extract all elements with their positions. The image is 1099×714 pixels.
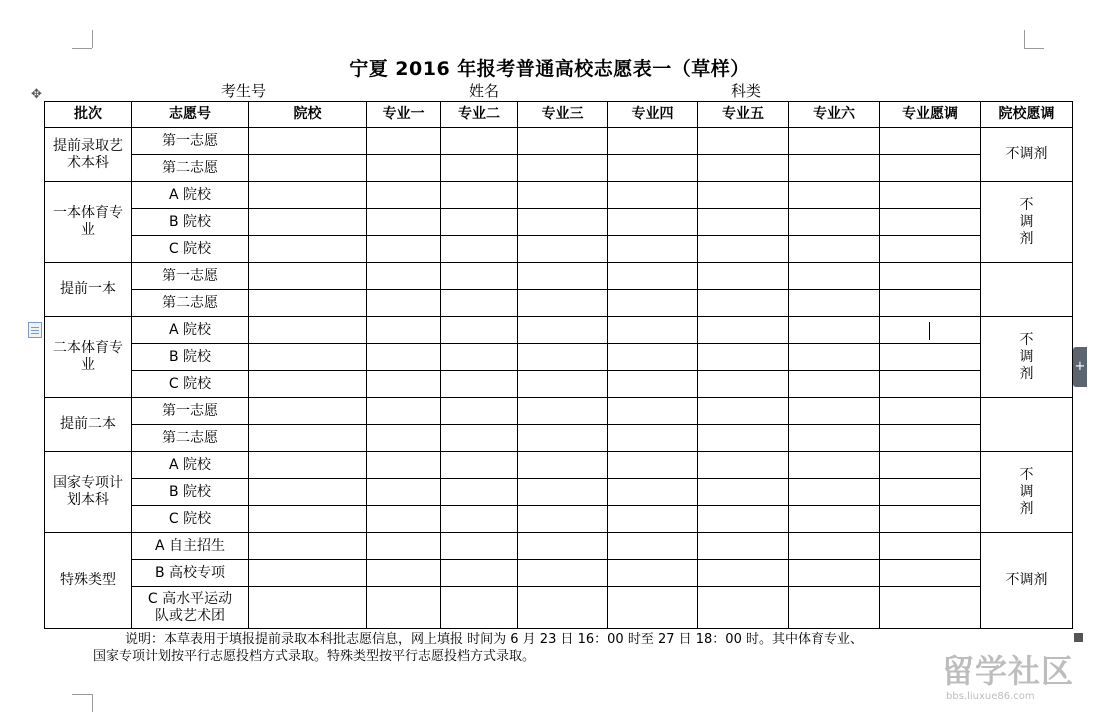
- entry-cell[interactable]: [880, 236, 981, 263]
- entry-cell[interactable]: [608, 371, 698, 398]
- entry-cell[interactable]: [880, 506, 981, 533]
- table-row: [45, 236, 1073, 263]
- entry-cell[interactable]: [441, 290, 518, 317]
- entry-cell[interactable]: [367, 128, 441, 155]
- entry-cell[interactable]: [789, 209, 880, 236]
- entry-cell[interactable]: [518, 425, 608, 452]
- school-adjust-cell: [981, 263, 1073, 317]
- entry-cell[interactable]: [789, 263, 880, 290]
- entry-cell[interactable]: [441, 425, 518, 452]
- entry-cell[interactable]: [441, 182, 518, 209]
- entry-cell[interactable]: [441, 128, 518, 155]
- entry-cell[interactable]: [518, 155, 608, 182]
- entry-cell[interactable]: [608, 587, 698, 629]
- entry-cell[interactable]: [698, 236, 789, 263]
- entry-cell[interactable]: [608, 506, 698, 533]
- entry-cell[interactable]: [518, 317, 608, 344]
- entry-cell[interactable]: [367, 155, 441, 182]
- table-row: [45, 317, 1073, 344]
- school-adjust-cell: 不调剂: [981, 452, 1073, 533]
- entry-cell[interactable]: [789, 425, 880, 452]
- entry-cell[interactable]: [608, 263, 698, 290]
- entry-cell[interactable]: [249, 263, 367, 290]
- table-row: [45, 452, 1073, 479]
- entry-cell[interactable]: [698, 182, 789, 209]
- entry-cell[interactable]: [880, 533, 981, 560]
- watermark: [942, 652, 1092, 708]
- table-resize-handle[interactable]: [1074, 633, 1083, 642]
- entry-cell[interactable]: [789, 479, 880, 506]
- batch-name-cell: 二本体育专业: [45, 317, 132, 398]
- batch-name-cell: 国家专项计划本科: [45, 452, 132, 533]
- entry-cell[interactable]: [789, 452, 880, 479]
- entry-cell[interactable]: [608, 317, 698, 344]
- entry-cell[interactable]: [880, 290, 981, 317]
- entry-cell[interactable]: [249, 452, 367, 479]
- entry-cell[interactable]: [367, 587, 441, 629]
- entry-cell[interactable]: [518, 533, 608, 560]
- entry-cell[interactable]: [441, 263, 518, 290]
- entry-cell[interactable]: [698, 344, 789, 371]
- entry-cell[interactable]: [441, 236, 518, 263]
- entry-cell[interactable]: [608, 155, 698, 182]
- table-row: [45, 182, 1073, 209]
- entry-cell[interactable]: [698, 560, 789, 587]
- choice-cell: C 院校: [132, 236, 249, 263]
- entry-cell[interactable]: [698, 425, 789, 452]
- col-header-school: 院校: [249, 102, 367, 128]
- entry-cell[interactable]: [441, 479, 518, 506]
- entry-cell[interactable]: [608, 182, 698, 209]
- batch-name-cell: 一本体育专业: [45, 182, 132, 263]
- table-row: [45, 560, 1073, 587]
- entry-cell[interactable]: [367, 452, 441, 479]
- entry-cell[interactable]: [608, 425, 698, 452]
- entry-cell[interactable]: [441, 560, 518, 587]
- entry-cell[interactable]: [698, 452, 789, 479]
- col-header-major-5: 专业五: [698, 102, 789, 128]
- entry-cell[interactable]: [608, 128, 698, 155]
- entry-cell[interactable]: [880, 371, 981, 398]
- entry-cell[interactable]: [367, 425, 441, 452]
- entry-cell[interactable]: [249, 479, 367, 506]
- entry-cell[interactable]: [441, 533, 518, 560]
- table-row: [45, 290, 1073, 317]
- entry-cell[interactable]: [789, 236, 880, 263]
- entry-cell[interactable]: [518, 506, 608, 533]
- entry-cell[interactable]: [441, 344, 518, 371]
- entry-cell[interactable]: [367, 560, 441, 587]
- school-adjust-cell: [981, 398, 1073, 452]
- entry-cell[interactable]: [698, 371, 789, 398]
- entry-cell[interactable]: [789, 290, 880, 317]
- col-header-choice-no: 志愿号: [132, 102, 249, 128]
- entry-cell[interactable]: [789, 506, 880, 533]
- choice-cell: B 院校: [132, 209, 249, 236]
- choice-cell: 第一志愿: [132, 128, 249, 155]
- entry-cell[interactable]: [367, 209, 441, 236]
- col-header-major-4: 专业四: [608, 102, 698, 128]
- entry-cell[interactable]: [518, 209, 608, 236]
- entry-cell[interactable]: [880, 560, 981, 587]
- entry-cell[interactable]: [518, 263, 608, 290]
- add-column-handle[interactable]: +: [1073, 347, 1087, 387]
- entry-cell[interactable]: [518, 371, 608, 398]
- entry-cell[interactable]: [789, 398, 880, 425]
- table-row: [45, 587, 1073, 629]
- choice-cell: C 高水平运动队或艺术团: [132, 587, 249, 629]
- entry-cell[interactable]: [789, 155, 880, 182]
- crop-mark-bottom-left: [72, 694, 92, 695]
- entry-cell[interactable]: [518, 479, 608, 506]
- entry-cell[interactable]: [608, 209, 698, 236]
- entry-cell[interactable]: [698, 155, 789, 182]
- table-row: [45, 128, 1073, 155]
- entry-cell[interactable]: [698, 290, 789, 317]
- entry-cell[interactable]: [518, 290, 608, 317]
- entry-cell[interactable]: [249, 371, 367, 398]
- choice-cell: 第二志愿: [132, 425, 249, 452]
- entry-cell[interactable]: [518, 398, 608, 425]
- school-adjust-cell: 不调剂: [981, 533, 1073, 629]
- entry-cell[interactable]: [367, 236, 441, 263]
- entry-cell[interactable]: [880, 209, 981, 236]
- entry-cell[interactable]: [518, 587, 608, 629]
- entry-cell[interactable]: [367, 398, 441, 425]
- entry-cell[interactable]: [880, 182, 981, 209]
- entry-cell[interactable]: [441, 506, 518, 533]
- name-label: 姓名: [469, 82, 500, 100]
- header-row: [45, 102, 1073, 128]
- watermark-url: bbs.liuxue86.com: [946, 691, 1035, 702]
- entry-cell[interactable]: [608, 452, 698, 479]
- entry-cell[interactable]: [249, 182, 367, 209]
- entry-cell[interactable]: [698, 398, 789, 425]
- entry-cell[interactable]: [249, 317, 367, 344]
- batch-name-cell: 提前一本: [45, 263, 132, 317]
- choice-cell: A 院校: [132, 452, 249, 479]
- table-row: [45, 533, 1073, 560]
- col-header-major-adjust: 专业愿调: [880, 102, 981, 128]
- entry-cell[interactable]: [367, 290, 441, 317]
- entry-cell[interactable]: [880, 587, 981, 629]
- entry-cell[interactable]: [608, 398, 698, 425]
- batch-name-cell: 特殊类型: [45, 533, 132, 629]
- choice-cell: C 院校: [132, 506, 249, 533]
- entry-cell[interactable]: [249, 560, 367, 587]
- crop-mark-top-right: [1024, 48, 1044, 49]
- batch-name-cell: 提前二本: [45, 398, 132, 452]
- entry-cell[interactable]: [441, 155, 518, 182]
- entry-cell[interactable]: [789, 587, 880, 629]
- entry-cell[interactable]: [608, 290, 698, 317]
- table-row: [45, 398, 1073, 425]
- crop-mark-top-right: [1024, 30, 1025, 48]
- entry-cell[interactable]: [249, 155, 367, 182]
- table-row: [45, 344, 1073, 371]
- entry-cell[interactable]: [608, 236, 698, 263]
- choice-cell: A 自主招生: [132, 533, 249, 560]
- entry-cell[interactable]: [608, 533, 698, 560]
- entry-cell[interactable]: [367, 533, 441, 560]
- entry-cell[interactable]: [441, 398, 518, 425]
- category-label: 科类: [731, 82, 762, 100]
- entry-cell[interactable]: [880, 452, 981, 479]
- note: [93, 631, 1053, 665]
- entry-cell[interactable]: [698, 128, 789, 155]
- school-adjust-cell: 不调剂: [981, 182, 1073, 263]
- entry-cell[interactable]: [367, 317, 441, 344]
- entry-cell[interactable]: [518, 128, 608, 155]
- entry-cell[interactable]: [698, 317, 789, 344]
- crop-mark-top-left: [72, 48, 92, 49]
- choice-cell: B 院校: [132, 344, 249, 371]
- entry-cell[interactable]: [789, 128, 880, 155]
- entry-cell[interactable]: [367, 344, 441, 371]
- entry-cell[interactable]: [608, 560, 698, 587]
- table-row: [45, 263, 1073, 290]
- entry-cell[interactable]: [441, 209, 518, 236]
- table-row: [45, 479, 1073, 506]
- entry-cell[interactable]: [249, 506, 367, 533]
- entry-cell[interactable]: [789, 344, 880, 371]
- choice-cell: A 院校: [132, 317, 249, 344]
- note-line-2: 国家专项计划按平行志愿投档方式录取。特殊类型按平行志愿投档方式录取。: [93, 649, 536, 664]
- entry-cell[interactable]: [441, 452, 518, 479]
- col-header-major-6: 专业六: [789, 102, 880, 128]
- table-move-icon[interactable]: ✥: [31, 87, 42, 102]
- entry-cell[interactable]: [367, 479, 441, 506]
- entry-cell[interactable]: [441, 587, 518, 629]
- choice-cell: 第二志愿: [132, 290, 249, 317]
- crop-mark-bottom-left: [92, 694, 93, 712]
- watermark-logo: 留学社区: [942, 652, 1075, 690]
- table-row: [45, 155, 1073, 182]
- entry-cell[interactable]: [789, 533, 880, 560]
- entry-cell[interactable]: [789, 560, 880, 587]
- text-cursor: [929, 322, 930, 340]
- batch-name-cell: 提前录取艺术本科: [45, 128, 132, 182]
- entry-cell[interactable]: [880, 344, 981, 371]
- entry-cell[interactable]: [880, 263, 981, 290]
- entry-cell[interactable]: [249, 398, 367, 425]
- col-header-batch: 批次: [45, 102, 132, 128]
- entry-cell[interactable]: [367, 182, 441, 209]
- col-header-school-adjust: 院校愿调: [981, 102, 1073, 128]
- choice-cell: A 院校: [132, 182, 249, 209]
- entry-cell[interactable]: [367, 506, 441, 533]
- table-row: [45, 425, 1073, 452]
- col-header-major-3: 专业三: [518, 102, 608, 128]
- exam-number-label: 考生号: [221, 82, 267, 100]
- choice-cell: C 院校: [132, 371, 249, 398]
- entry-cell[interactable]: [518, 344, 608, 371]
- entry-cell[interactable]: [698, 263, 789, 290]
- entry-cell[interactable]: [518, 560, 608, 587]
- entry-cell[interactable]: [518, 452, 608, 479]
- entry-cell[interactable]: [698, 587, 789, 629]
- table-row: [45, 371, 1073, 398]
- entry-cell[interactable]: [880, 398, 981, 425]
- entry-cell[interactable]: [698, 479, 789, 506]
- entry-cell[interactable]: [608, 479, 698, 506]
- entry-cell[interactable]: [789, 371, 880, 398]
- col-header-major-1: 专业一: [367, 102, 441, 128]
- choice-cell: B 院校: [132, 479, 249, 506]
- entry-cell[interactable]: [249, 290, 367, 317]
- col-header-major-2: 专业二: [441, 102, 518, 128]
- entry-cell[interactable]: [789, 182, 880, 209]
- entry-cell[interactable]: [518, 236, 608, 263]
- entry-cell[interactable]: [249, 425, 367, 452]
- paste-options-icon[interactable]: [28, 322, 42, 338]
- entry-cell[interactable]: [441, 371, 518, 398]
- entry-cell[interactable]: [249, 533, 367, 560]
- entry-cell[interactable]: [249, 236, 367, 263]
- entry-cell[interactable]: [441, 317, 518, 344]
- entry-cell[interactable]: [880, 128, 981, 155]
- entry-cell[interactable]: [367, 263, 441, 290]
- choice-cell: 第一志愿: [132, 263, 249, 290]
- entry-cell[interactable]: [249, 587, 367, 629]
- table-row: [45, 506, 1073, 533]
- choice-cell: 第一志愿: [132, 398, 249, 425]
- entry-cell[interactable]: [880, 155, 981, 182]
- entry-cell[interactable]: [249, 128, 367, 155]
- entry-cell[interactable]: [880, 317, 981, 344]
- school-adjust-cell: 不调剂: [981, 128, 1073, 182]
- entry-cell[interactable]: [880, 479, 981, 506]
- entry-cell[interactable]: [249, 209, 367, 236]
- entry-cell[interactable]: [698, 209, 789, 236]
- entry-cell[interactable]: [518, 182, 608, 209]
- entry-cell[interactable]: [698, 506, 789, 533]
- choice-cell: B 高校专项: [132, 560, 249, 587]
- school-adjust-cell: 不调剂: [981, 317, 1073, 398]
- entry-cell[interactable]: [249, 344, 367, 371]
- page-title: 宁夏 2016 年报考普通高校志愿表一（草样）: [349, 58, 750, 80]
- entry-cell[interactable]: [880, 425, 981, 452]
- application-form-table: [44, 101, 1073, 629]
- choice-cell: 第二志愿: [132, 155, 249, 182]
- entry-cell[interactable]: [698, 533, 789, 560]
- entry-cell[interactable]: [608, 344, 698, 371]
- entry-cell[interactable]: [367, 371, 441, 398]
- note-line-1: 说明：本草表用于填报提前录取本科批志愿信息，网上填报 时间为 6 月 23 日 16：00 时至 27 日 18：00 时。其中体育专业、: [125, 632, 863, 647]
- crop-mark-top-left: [92, 30, 93, 48]
- table-row: [45, 209, 1073, 236]
- entry-cell[interactable]: [789, 317, 880, 344]
